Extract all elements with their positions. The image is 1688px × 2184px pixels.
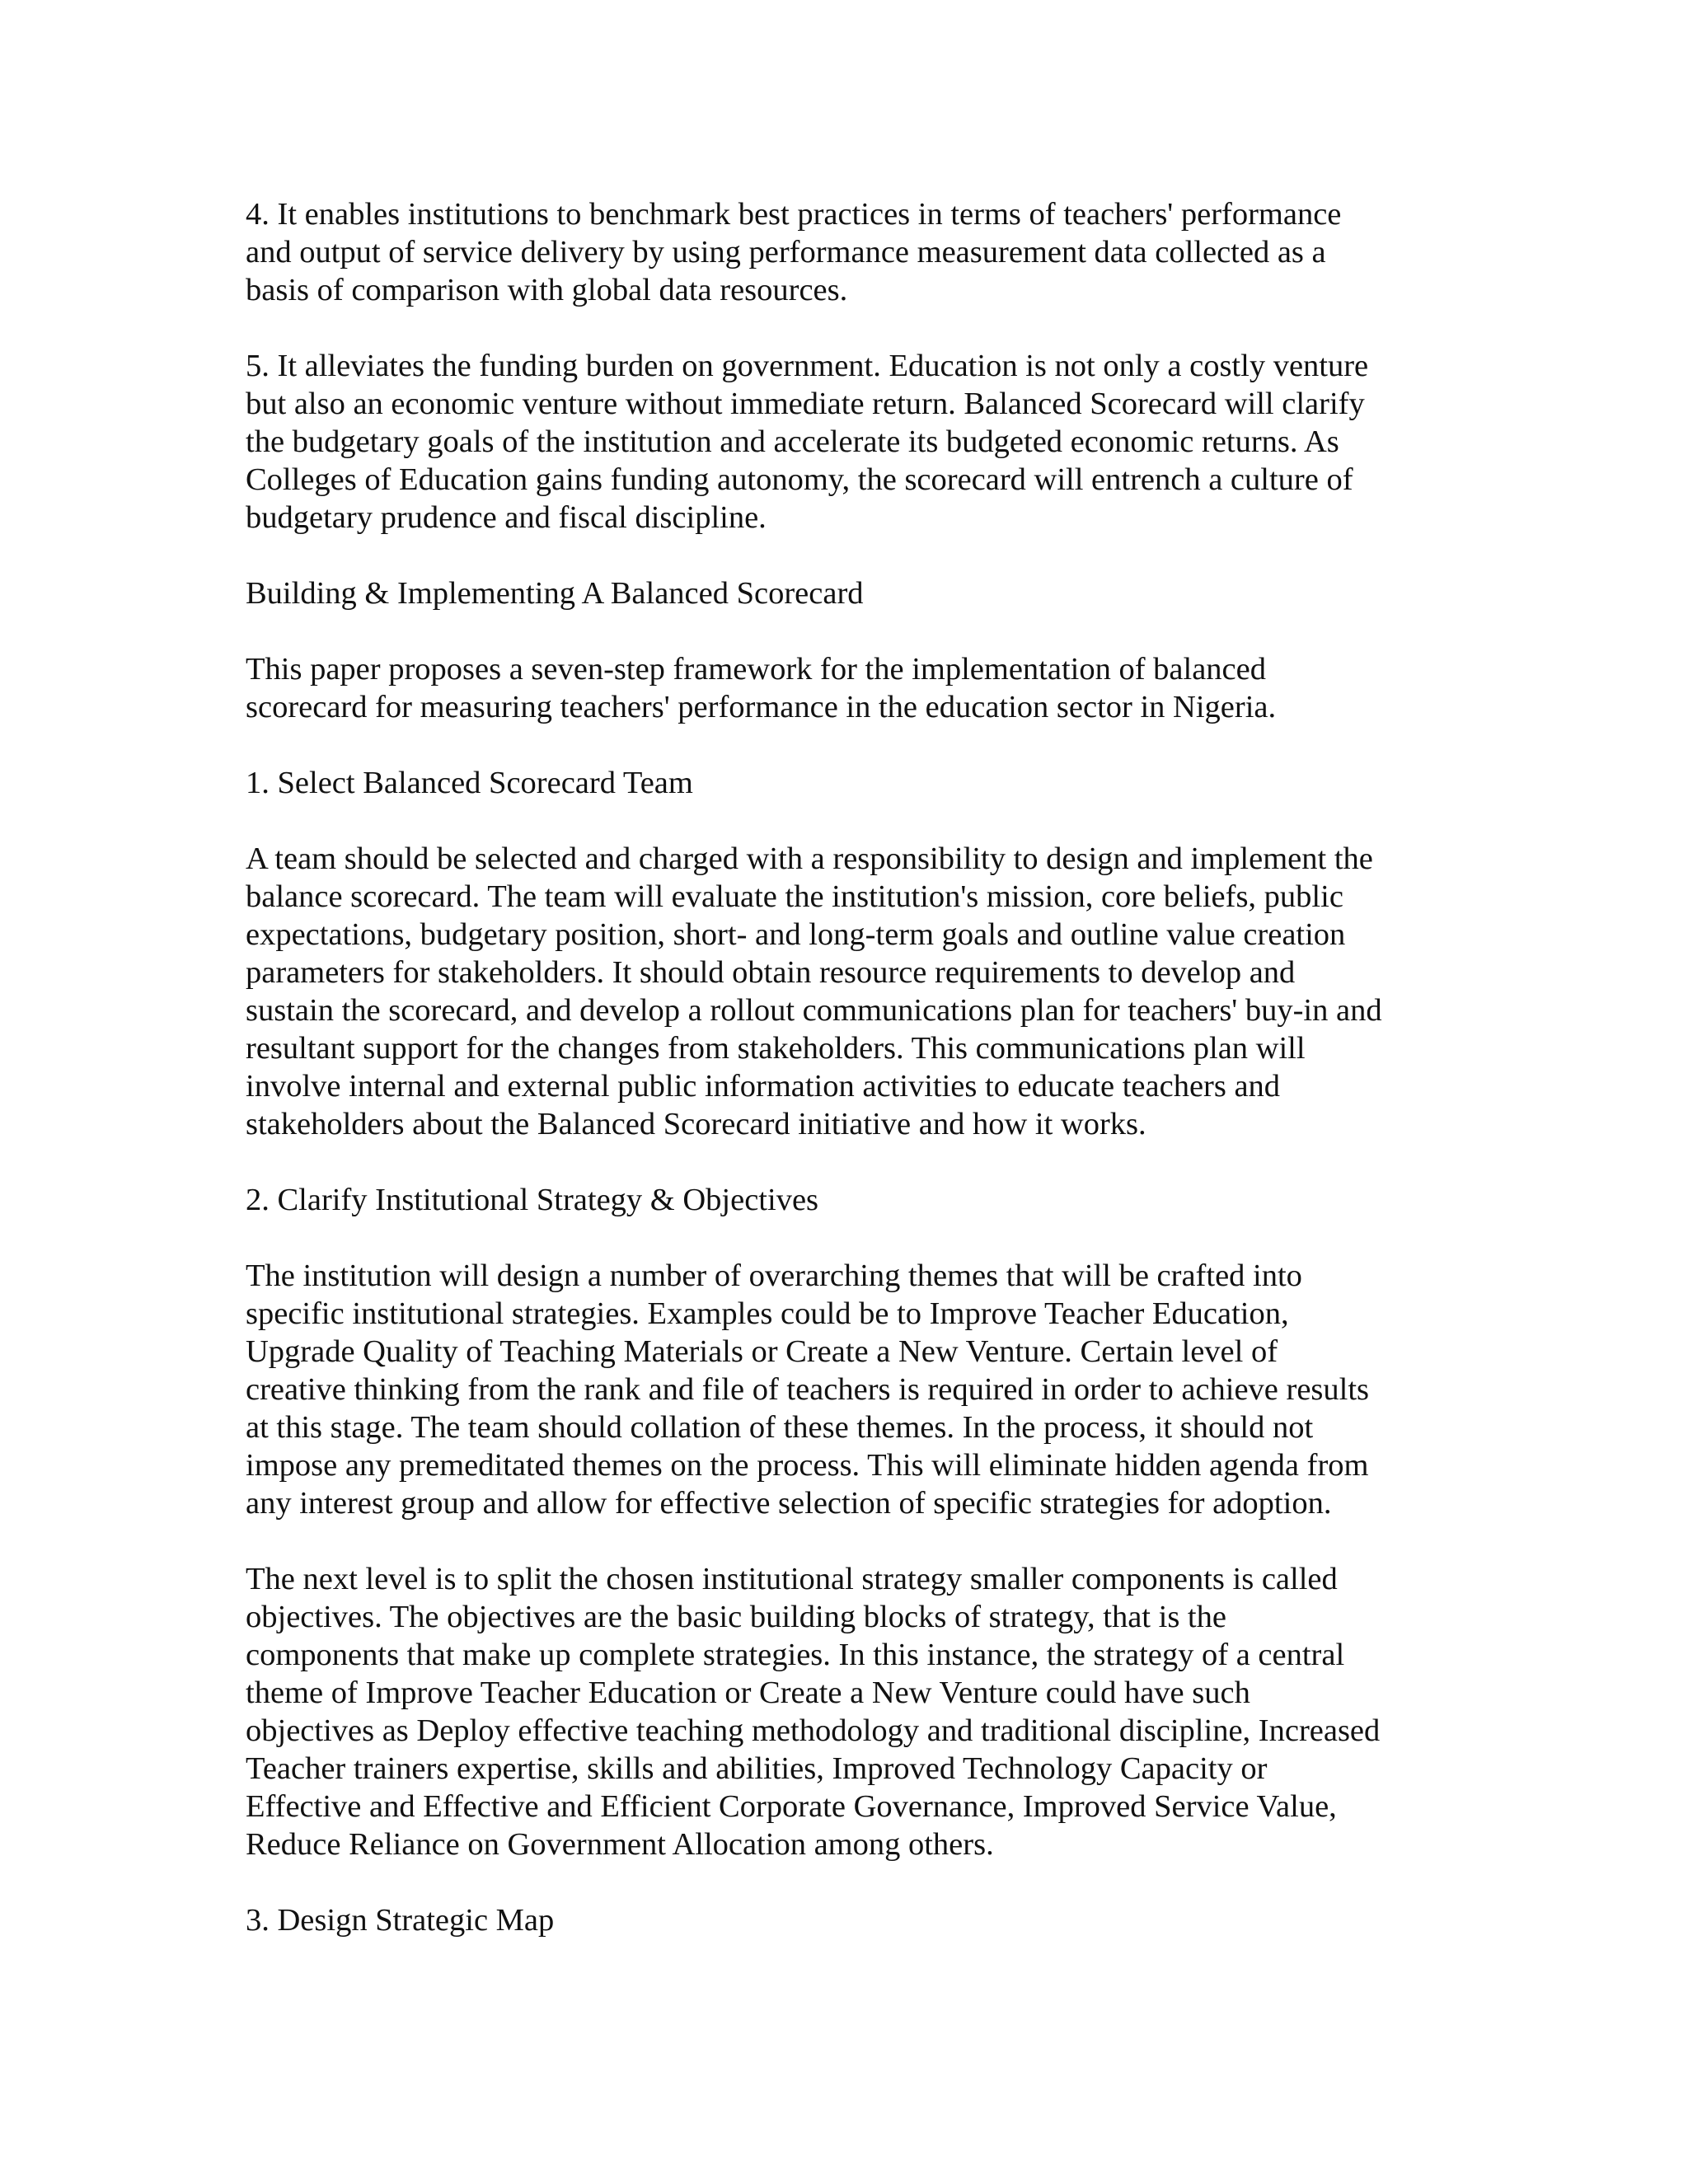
item-5-funding — [246, 347, 1465, 537]
text-line: balance scorecard. The team will evaluate the institution's mission, core beliefs, public — [246, 879, 1343, 914]
step-3-heading — [246, 1901, 1465, 1939]
text-line: objectives. The objectives are the basic building blocks of strategy, that is the — [246, 1600, 1226, 1634]
text-line: 1. Select Balanced Scorecard Team — [246, 766, 693, 800]
text-line: expectations, budgetary position, short- and long-term goals and outline value creation — [246, 917, 1346, 952]
document-body — [246, 195, 1465, 1939]
text-line: the budgetary goals of the institution and accelerate its budgeted economic returns. As — [246, 424, 1339, 459]
text-line: involve internal and external public information activities to educate teachers and — [246, 1069, 1281, 1104]
text-line: but also an economic venture without immediate return. Balanced Scorecard will clarify — [246, 387, 1365, 421]
text-line: 4. It enables institutions to benchmark best practices in terms of teachers' performance — [246, 197, 1342, 232]
step-1-heading — [246, 764, 1465, 802]
text-line: at this stage. The team should collation of these themes. In the process, it should not — [246, 1410, 1314, 1445]
text-line: any interest group and allow for effective selection of specific strategies for adoption. — [246, 1486, 1332, 1521]
text-line: objectives as Deploy effective teaching methodology and traditional discipline, Increased — [246, 1713, 1381, 1748]
text-line: A team should be selected and charged with a responsibility to design and implement the — [246, 841, 1373, 876]
step-1-body — [246, 840, 1465, 1143]
text-line: sustain the scorecard, and develop a rollout communications plan for teachers' buy-in and — [246, 993, 1382, 1028]
framework-intro — [246, 650, 1465, 726]
text-line: 3. Design Strategic Map — [246, 1903, 555, 1938]
section-heading-building — [246, 574, 1465, 612]
text-line: Building & Implementing A Balanced Scorecard — [246, 576, 864, 611]
text-line: 2. Clarify Institutional Strategy & Objectives — [246, 1183, 819, 1217]
text-line: parameters for stakeholders. It should obtain resource requirements to develop and — [246, 955, 1296, 990]
text-line: Colleges of Education gains funding autonomy, the scorecard will entrench a culture of — [246, 462, 1353, 497]
item-4-benchmark — [246, 195, 1465, 309]
text-line: resultant support for the changes from stakeholders. This communications plan will — [246, 1031, 1306, 1066]
text-line: components that make up complete strategies. In this instance, the strategy of a central — [246, 1638, 1345, 1672]
text-line: 5. It alleviates the funding burden on government. Education is not only a costly venture — [246, 349, 1369, 383]
text-line: specific institutional strategies. Examples could be to Improve Teacher Education, — [246, 1296, 1289, 1331]
text-line: basis of comparison with global data resources. — [246, 273, 848, 307]
text-line: The next level is to split the chosen institutional strategy smaller components is called — [246, 1562, 1338, 1596]
text-line: Effective and Effective and Efficient Corporate Governance, Improved Service Value, — [246, 1789, 1337, 1824]
text-line: creative thinking from the rank and file of teachers is required in order to achieve results — [246, 1372, 1370, 1407]
step-2-body-themes — [246, 1257, 1465, 1522]
text-line: Teacher trainers expertise, skills and abilities, Improved Technology Capacity or — [246, 1751, 1268, 1786]
text-line: stakeholders about the Balanced Scorecard initiative and how it works. — [246, 1107, 1146, 1141]
step-2-heading — [246, 1181, 1465, 1219]
text-line: This paper proposes a seven-step framework for the implementation of balanced — [246, 652, 1266, 687]
text-line: budgetary prudence and fiscal discipline. — [246, 500, 767, 535]
text-line: Upgrade Quality of Teaching Materials or Create a New Venture. Certain level of — [246, 1334, 1278, 1369]
text-line: and output of service delivery by using performance measurement data collected as a — [246, 235, 1326, 269]
text-line: theme of Improve Teacher Education or Create a New Venture could have such — [246, 1675, 1250, 1710]
text-line: impose any premeditated themes on the process. This will eliminate hidden agenda from — [246, 1448, 1369, 1483]
text-line: Reduce Reliance on Government Allocation among others. — [246, 1827, 994, 1862]
text-line: The institution will design a number of overarching themes that will be crafted into — [246, 1258, 1302, 1293]
step-2-body-objectives — [246, 1560, 1465, 1863]
text-line: scorecard for measuring teachers' performance in the education sector in Nigeria. — [246, 690, 1277, 724]
